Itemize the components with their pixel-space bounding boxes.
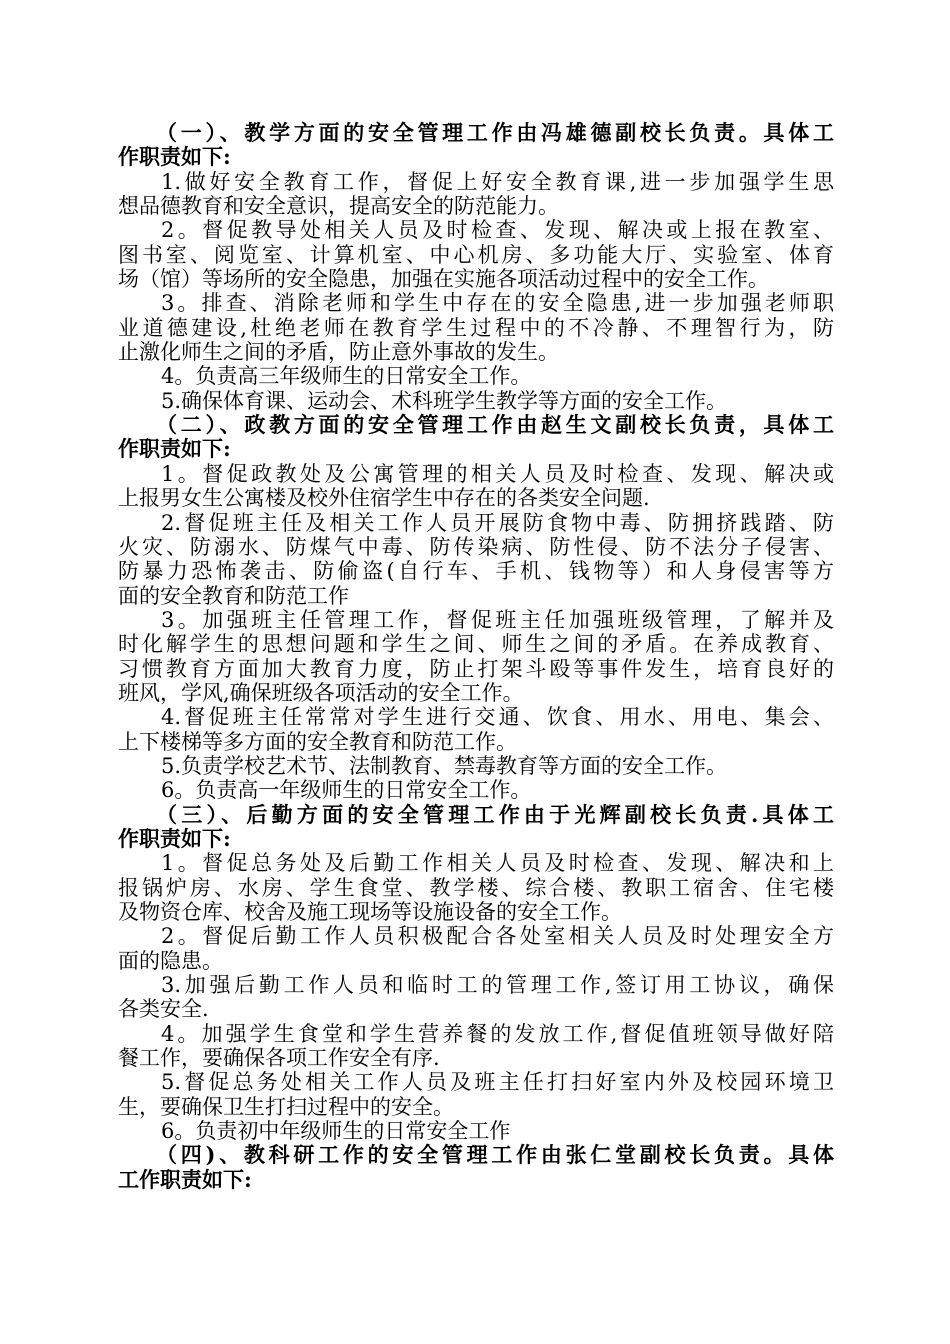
document-body — [118, 121, 834, 1192]
section-heading-line: （一）、教学方面的安全管理工作由冯雄德副校长负责。具体工 — [156, 121, 834, 145]
item-line: 5.负责学校艺术节、法制教育、禁毒教育等方面的安全工作。 — [161, 753, 728, 778]
item-line: 图书室、阅览室、计算机室、中心机房、多功能大厅、实验室、体育 — [118, 242, 834, 267]
item-line: 止激化师生之间的矛盾，防止意外事故的发生。 — [118, 340, 559, 365]
item-line: 2。督促后勤工作人员积极配合各处室相关人员及时处理安全方 — [161, 924, 834, 949]
item-line: 业道德建设,杜绝老师在教育学生过程中的不冷静、不理智行为，防 — [118, 315, 834, 340]
item-line: 1。督促政教处及公寓管理的相关人员及时检查、发现、解决或 — [161, 461, 834, 486]
section-heading-line: 工作职责如下: — [118, 1167, 252, 1192]
item-line: 上报男女生公寓楼及校外住宿学生中存在的各类安全问题. — [118, 486, 650, 511]
item-line: 4。加强学生食堂和学生营养餐的发放工作,督促值班领导做好陪 — [161, 1021, 834, 1046]
item-line: 6。负责初中年级师生的日常安全工作 — [161, 1119, 511, 1144]
item-line: 防暴力恐怖袭击、防偷盗(自行车、手机、钱物等）和人身侵害等方 — [118, 559, 834, 584]
item-line: 报锅炉房、水房、学生食堂、教学楼、综合楼、教职工宿舍、住宅楼 — [118, 875, 834, 900]
item-line: 5.确保体育课、运动会、术科班学生教学等方面的安全工作。 — [161, 388, 728, 413]
section-heading-line: （四)、教科研工作的安全管理工作由张仁堂副校长负责。具体 — [156, 1143, 834, 1168]
item-line: 各类安全. — [118, 997, 209, 1022]
item-line: 2.督促班主任及相关工作人员开展防食物中毒、防拥挤践踏、防 — [161, 510, 834, 535]
item-line: 时化解学生的思想问题和学生之间、师生之间的矛盾。在养成教育、 — [118, 632, 834, 657]
item-line: 生，要确保卫生打扫过程中的安全。 — [118, 1094, 454, 1119]
item-line: 习惯教育方面加大教育力度，防止打架斗殴等事件发生，培育良好的 — [118, 656, 834, 681]
item-line: 4.督促班主任常常对学生进行交通、饮食、用水、用电、集会、 — [161, 705, 834, 730]
item-line: 4。负责高三年级师生的日常安全工作。 — [161, 364, 532, 389]
item-line: 3.加强后勤工作人员和临时工的管理工作,签订用工协议，确保 — [161, 973, 834, 998]
section-heading-line: 作职责如下: — [118, 437, 231, 462]
item-line: 及物资仓库、校舍及施工现场等设施设备的安全工作。 — [118, 900, 622, 924]
item-line: 班风，学风,确保班级各项活动的安全工作。 — [118, 680, 524, 705]
section-heading-line: （二）、政教方面的安全管理工作由赵生文副校长负责，具体工 — [156, 413, 834, 438]
item-line: 1.做好安全教育工作，督促上好安全教育课,进一步加强学生思 — [161, 169, 834, 194]
section-heading-line: （三）、后勤方面的安全管理工作由于光辉副校长负责.具体工 — [156, 802, 834, 827]
item-line: 火灾、防溺水、防煤气中毒、防传染病、防性侵、防不法分子侵害、 — [118, 534, 834, 559]
item-line: 5.督促总务处相关工作人员及班主任打扫好室内外及校园环境卫 — [161, 1070, 834, 1095]
item-line: 3。排查、消除老师和学生中存在的安全隐患,进一步加强老师职 — [161, 291, 834, 316]
section-heading-line: 作职责如下: — [118, 826, 231, 851]
item-line: 面的安全教育和防范工作 — [118, 583, 349, 608]
item-line: 上下楼梯等多方面的安全教育和防范工作。 — [118, 729, 517, 754]
item-line: 6。负责高一年级师生的日常安全工作。 — [161, 778, 532, 803]
item-line: 想品德教育和安全意识，提高安全的防范能力。 — [118, 194, 559, 219]
item-line: 1。督促总务处及后勤工作相关人员及时检查、发现、解决和上 — [161, 851, 834, 876]
item-line: 2。督促教导处相关人员及时检查、发现、解决或上报在教室、 — [161, 218, 834, 243]
item-line: 3。加强班主任管理工作，督促班主任加强班级管理，了解并及 — [161, 607, 834, 632]
section-heading-line: 作职责如下: — [118, 145, 231, 170]
item-line: 餐工作，要确保各项工作安全有序. — [118, 1046, 440, 1071]
item-line: 场（馆）等场所的安全隐患，加强在实施各项活动过程中的安全工作。 — [118, 267, 769, 292]
item-line: 面的隐患。 — [118, 948, 223, 973]
